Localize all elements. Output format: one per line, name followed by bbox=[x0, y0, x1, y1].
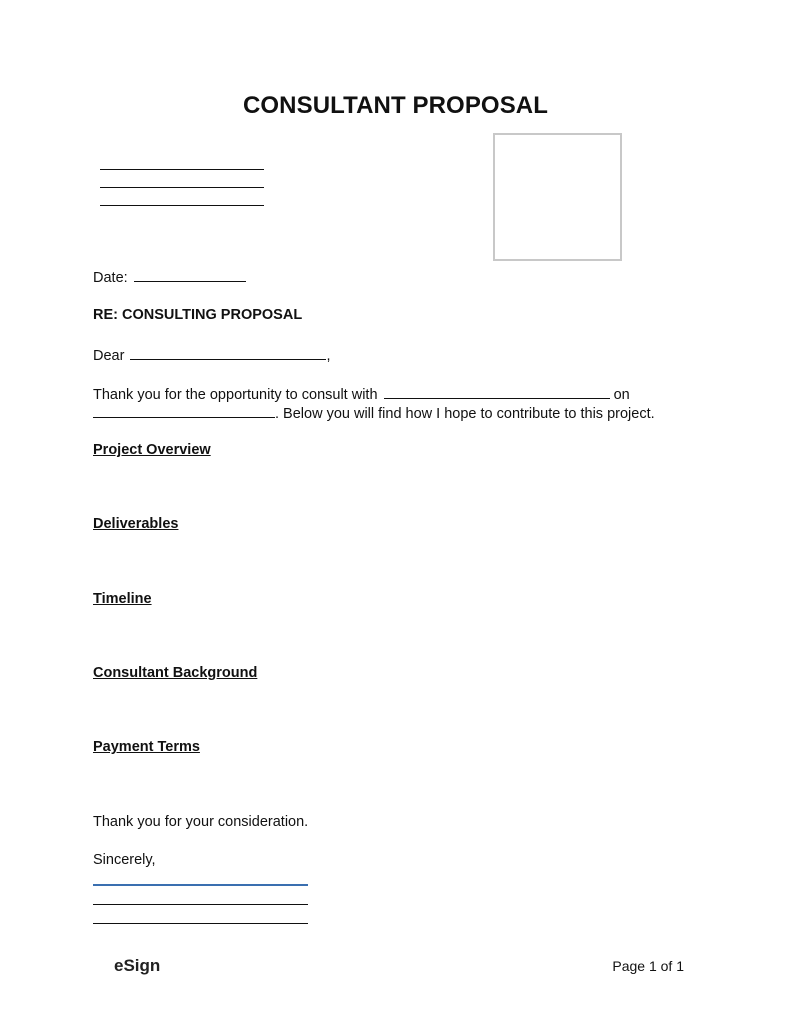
intro-text-1: Thank you for the opportunity to consult with bbox=[93, 387, 378, 403]
intro-line-2 bbox=[93, 403, 655, 423]
date-row bbox=[93, 267, 246, 287]
heading-project-overview: Project Overview bbox=[93, 442, 211, 458]
date-label: Date: bbox=[93, 270, 128, 286]
intro-text-2: on bbox=[613, 387, 630, 403]
signoff-text: Sincerely, bbox=[93, 852, 156, 868]
client-name-field[interactable] bbox=[384, 384, 610, 399]
heading-timeline: Timeline bbox=[93, 591, 152, 607]
sender-address-line[interactable] bbox=[100, 187, 264, 188]
salutation-row bbox=[93, 345, 331, 365]
heading-deliverables: Deliverables bbox=[93, 516, 179, 532]
document-title: CONSULTANT PROPOSAL bbox=[242, 92, 548, 119]
heading-payment-terms: Payment Terms bbox=[93, 739, 200, 755]
intro-line-1 bbox=[93, 384, 630, 404]
re-line: RE: CONSULTING PROPOSAL bbox=[93, 307, 303, 323]
dear-suffix: , bbox=[326, 348, 331, 364]
intro-text-3: . Below you will find how I hope to contribute to this project. bbox=[275, 406, 655, 422]
title-line[interactable] bbox=[93, 923, 308, 924]
recipient-name-field[interactable] bbox=[130, 345, 326, 360]
page-number: Page 1 of 1 bbox=[612, 958, 684, 974]
printed-name-line[interactable] bbox=[93, 904, 308, 905]
heading-consultant-background: Consultant Background bbox=[93, 665, 258, 681]
logo-placeholder[interactable] bbox=[493, 133, 622, 261]
sender-name-line[interactable] bbox=[100, 169, 264, 170]
date-field[interactable] bbox=[134, 267, 246, 282]
dear-label: Dear bbox=[93, 348, 125, 364]
signature-line[interactable] bbox=[93, 884, 308, 886]
closing-text: Thank you for your consideration. bbox=[93, 814, 309, 830]
esign-logo: eSign bbox=[114, 956, 161, 975]
project-date-field[interactable] bbox=[93, 403, 275, 418]
sender-city-line[interactable] bbox=[100, 205, 264, 206]
